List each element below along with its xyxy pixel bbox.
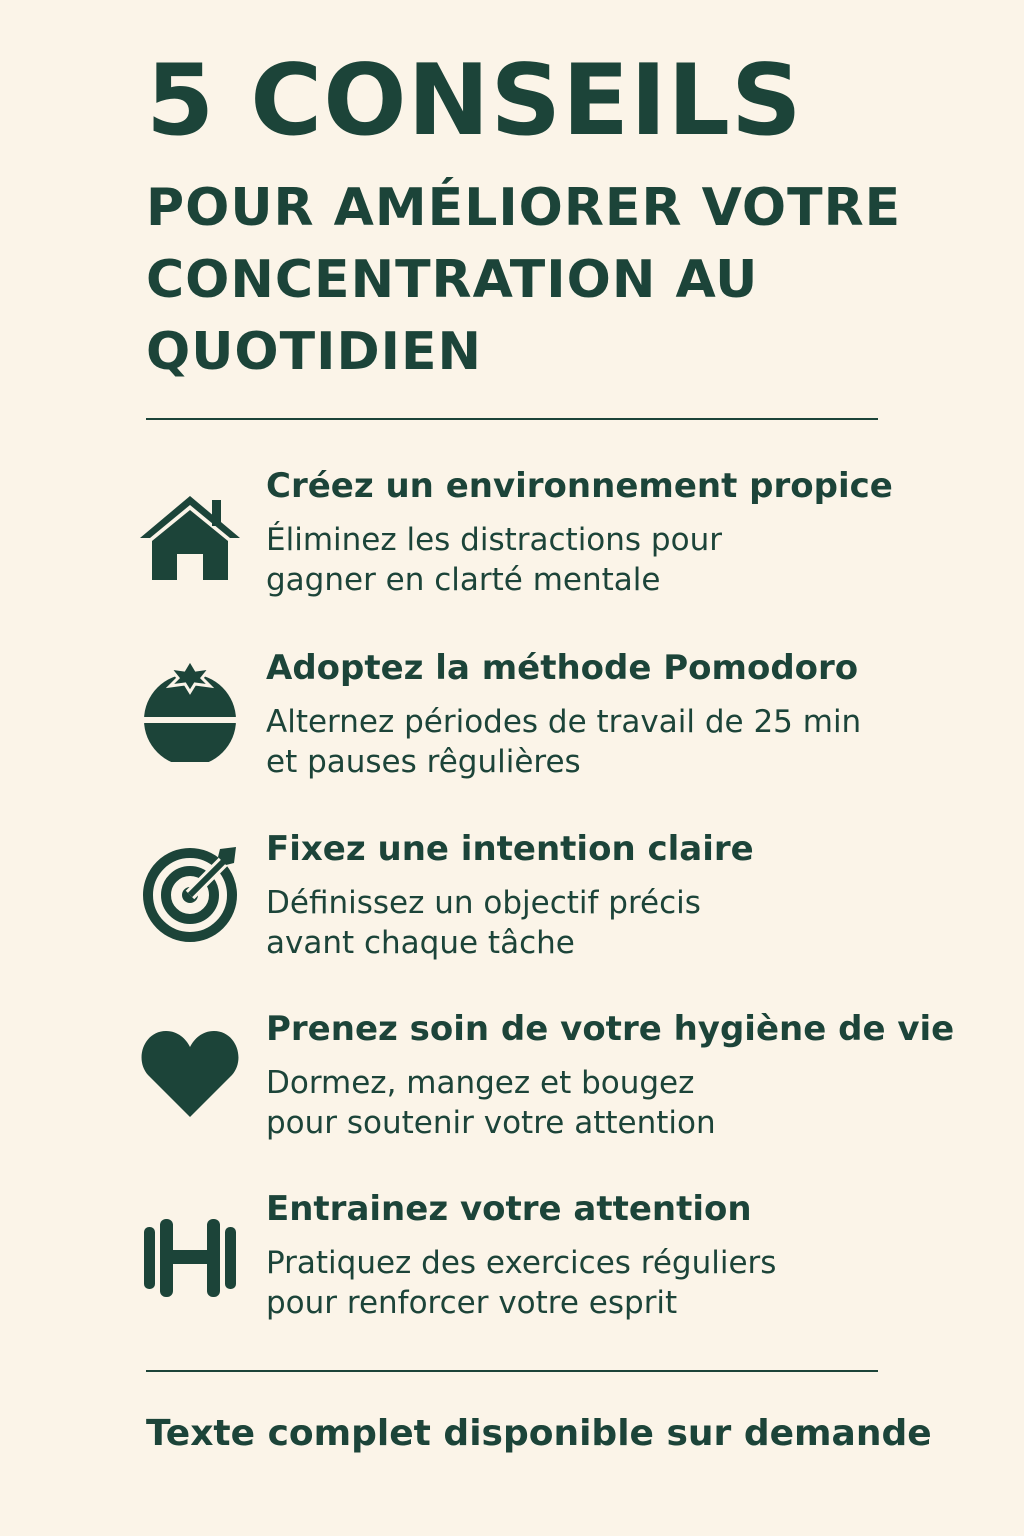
top-divider <box>146 418 878 420</box>
target-icon <box>140 843 240 943</box>
tip-description <box>266 1243 776 1323</box>
tip-item <box>140 1009 955 1149</box>
subtitle-line: POUR AMÉLIORER VOTRE <box>146 178 902 238</box>
tip-description <box>266 883 701 963</box>
page-title: 5 CONSEILS <box>146 44 803 158</box>
tip-item <box>140 1189 930 1329</box>
tip-title: Entrainez votre attention <box>266 1189 752 1229</box>
tip-description-line: Pratiquez des exercices réguliers <box>266 1245 777 1281</box>
tip-description-line: Dormez, mangez et bougez <box>266 1065 695 1101</box>
tip-title: Créez un environnement propice <box>266 466 893 506</box>
tip-title: Fixez une intention claire <box>266 829 754 869</box>
tip-description-line: Définissez un objectif précis <box>266 885 701 921</box>
tip-description <box>266 520 722 600</box>
tip-item <box>140 466 930 606</box>
tomato-timer-icon <box>140 662 240 762</box>
tip-description-line: Éliminez les distractions pour <box>266 522 722 558</box>
bottom-divider <box>146 1370 878 1372</box>
page-subtitle <box>146 172 906 388</box>
tip-description-line: pour soutenir votre attention <box>266 1105 716 1141</box>
tip-title: Adoptez la méthode Pomodoro <box>266 648 859 688</box>
tip-title: Prenez soin de votre hygiène de vie <box>266 1009 955 1049</box>
tip-item <box>140 829 930 969</box>
house-icon <box>140 480 240 580</box>
tip-description <box>266 1063 716 1143</box>
heart-icon <box>140 1023 240 1123</box>
tip-description-line: avant chaque tâche <box>266 925 575 961</box>
tip-description-line: pour renforcer votre esprit <box>266 1285 678 1321</box>
tip-description-line: gagner en clarté mentale <box>266 562 661 598</box>
tip-description-line: et pauses rêgulières <box>266 744 581 780</box>
footer-note: Texte complet disponible sur demande <box>146 1413 932 1454</box>
subtitle-line: QUOTIDIEN <box>146 322 483 382</box>
dumbbell-icon <box>140 1203 240 1303</box>
subtitle-line: CONCENTRATION AU <box>146 250 759 310</box>
tip-description-line: Alternez périodes de travail de 25 min <box>266 704 862 740</box>
tip-description <box>266 702 861 782</box>
tip-item <box>140 648 930 788</box>
